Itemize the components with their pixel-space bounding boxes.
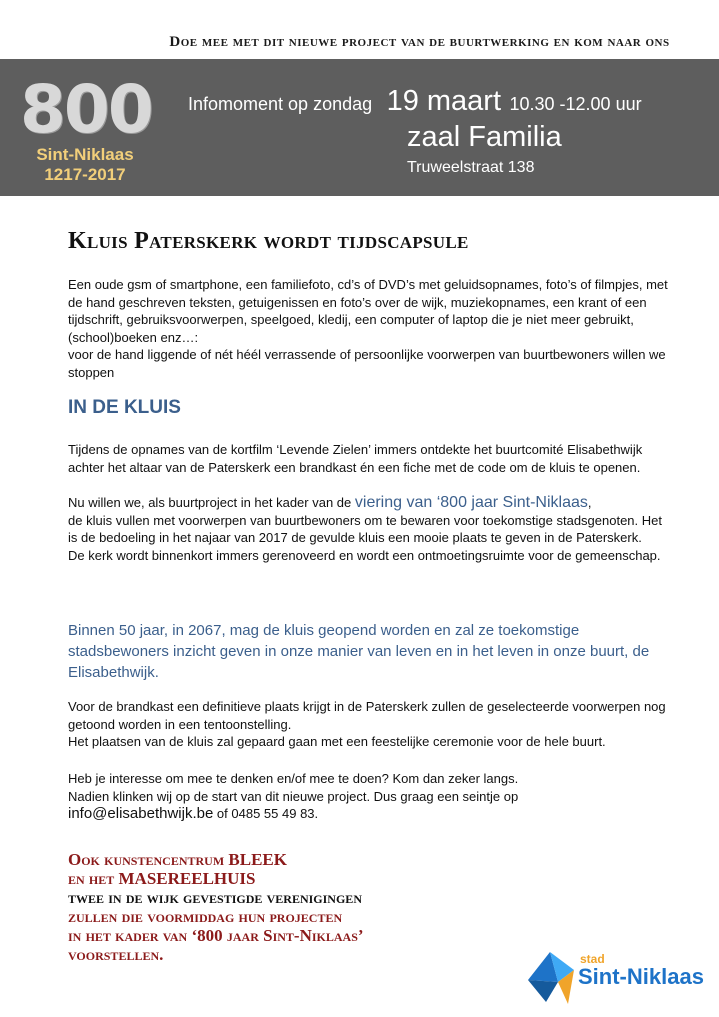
logo-number: 800 [20,71,152,148]
highlight-quote: Binnen 50 jaar, in 2067, mag de kluis geopend worden en zal ze toekomstige stadsbewoners inzicht geven in onze manier van leven en in het leven in onze buurt, de Elisabethwijk. [68,622,650,681]
subheading: IN DE KLUIS [68,397,181,418]
intro-text-2: voor de hand liggende of nét héél verrassende of persoonlijke voorwerpen van buurtbewoners willen we stoppen [68,347,666,380]
para2-rest: de kluis vullen met voorwerpen van buurtbewoners om te bewaren voor toekomstige stadsgenoten. Het is de bedoeling in het najaar van 2017 de gevulde kluis een mooie plaats te geven in de Paterskerk. [68,512,662,545]
para2-comma: , [587,495,592,510]
para2-start: Nu willen we, als buurtproject in het kader van de [68,495,355,510]
intro-paragraph [68,276,668,381]
paragraph-exhibition [68,698,668,751]
para4-text-2: Nadien klinken wij op de start van dit nieuwe project. Dus graag een seintje op [68,788,519,804]
city-logo-name: Sint-Niklaas [578,964,704,989]
article-title: Kluis Paterskerk wordt tijdscapsule [68,228,469,254]
para3-text-2: Het plaatsen van de kluis zal gepaard gaan met een feestelijke ceremonie voor de hele buurt. [68,734,606,749]
closing-announcement [68,850,364,964]
logo-years: 1217-2017 [44,165,126,184]
phone-prefix: of [213,806,232,821]
closing-line-4: zullen die voormiddag hun projecten [68,907,343,926]
celebration-highlight: viering van ‘800 jaar Sint-Niklaas [354,494,588,511]
closing-line-6: voorstellen. [68,945,164,964]
closing-line-3: twee in de wijk gevestigde verenigingen [68,888,362,907]
paragraph-discovery: Tijdens de opnames van de kortfilm ‘Levende Zielen’ immers ontdekte het buurtcomité Elisabethwijk achter het altaar van de Paterskerk een brandkast én een fiche met de code om de kluis te openen. [68,442,643,475]
email-address[interactable]: info@elisabethwijk.be [68,805,214,822]
header-tagline: Doe mee met dit nieuwe project van de buurtwerking en kom naar ons [169,34,670,50]
paragraph-project [68,494,668,564]
phone-number: 0485 55 49 83. [231,806,319,821]
paragraph-contact [68,770,668,823]
event-street: Truweelstraat 138 [407,159,535,176]
event-banner [0,59,719,196]
closing-line-5: in het kader van ‘800 jaar Sint-Niklaas’ [68,926,364,945]
intro-text: Een oude gsm of smartphone, een familiefoto, cd’s of DVD’s met geluidsopnames, foto’s of filmpjes, met de hand geschreven teksten, getuigenissen en foto’s over de wijk, muziekopnames, een krant of een tijdschrift, gebruiksvoorwerpen, speelgoed, kledij, een computer of laptop die je niet meer gebruikt, (school)boeken enz…: [68,277,668,345]
closing-line-1: Ook kunstencentrum BLEEK [68,850,287,869]
para4-text: Heb je interesse om mee te denken en/of mee te doen? Kom dan zeker langs. [68,771,519,786]
800-logo [20,71,152,187]
para2-end: De kerk wordt binnenkort immers gerenoveerd en wordt een ontmoetingsruimte voor de gemeenschap. [68,547,661,563]
event-time: 10.30 -12.00 uur [509,94,642,114]
event-venue: zaal Familia [407,121,562,153]
city-logo-mark-icon [528,952,576,1007]
event-date: 19 maart [386,85,502,117]
logo-city: Sint-Niklaas [36,145,134,164]
city-logo [528,952,708,1007]
para3-text: Voor de brandkast een definitieve plaats krijgt in de Paterskerk zullen de geselecteerde voorwerpen nog getoond worden in een tentoonstelling. [68,699,666,732]
event-when [188,85,642,118]
closing-line-2: en het MASEREELHUIS [68,869,256,888]
info-prefix: Infomoment op zondag [188,94,373,114]
city-logo-stad: stad [580,952,605,966]
